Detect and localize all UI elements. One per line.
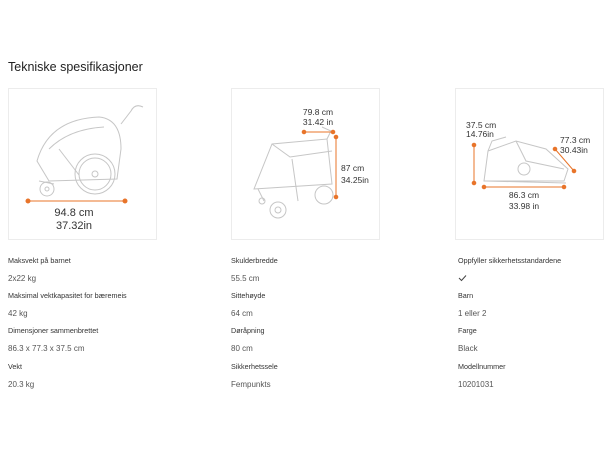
dim-folded-height-in: 14.76in bbox=[466, 129, 494, 139]
stroller-side-drawing bbox=[9, 89, 156, 239]
dim-folded-height-cm: 37.5 cm bbox=[466, 120, 497, 130]
dim-folded-width-in: 30.43in bbox=[560, 145, 588, 155]
dim-length-in: 37.32in bbox=[55, 220, 93, 232]
spec-value bbox=[458, 274, 610, 285]
spec-item bbox=[458, 362, 610, 390]
spec-value: 2x22 kg bbox=[8, 274, 37, 283]
spec-label: Vekt bbox=[8, 362, 22, 371]
spec-label: Oppfyller sikkerhetsstandardene bbox=[458, 256, 562, 265]
spec-value: 86.3 x 77.3 x 37.5 cm bbox=[8, 344, 85, 353]
spec-label: Maksimal vektkapasitet for bæremeis bbox=[8, 291, 127, 300]
spec-item bbox=[458, 326, 610, 354]
dim-height-cm: 87 cm bbox=[341, 163, 365, 173]
spec-item bbox=[8, 326, 188, 354]
spec-label: Døråpning bbox=[231, 326, 265, 335]
dim-length-cm: 94.8 cm bbox=[54, 207, 94, 219]
spec-value: 55.5 cm bbox=[231, 274, 260, 283]
spec-value: Fempunkts bbox=[231, 380, 271, 389]
spec-item bbox=[8, 256, 188, 284]
spec-item bbox=[231, 326, 411, 354]
spec-item bbox=[231, 256, 411, 284]
dim-width-cm: 79.8 cm bbox=[302, 107, 334, 117]
dim-folded-width-cm: 77.3 cm bbox=[560, 135, 591, 145]
section-title: Tekniske spesifikasjoner bbox=[8, 60, 143, 74]
spec-item bbox=[231, 291, 411, 319]
spec-label: Barn bbox=[458, 291, 474, 300]
spec-label: Farge bbox=[458, 326, 477, 335]
dim-height-in: 34.25in bbox=[341, 175, 369, 185]
spec-label: Sittehøyde bbox=[231, 291, 266, 300]
checkmark-icon bbox=[458, 274, 467, 282]
spec-item bbox=[458, 256, 610, 285]
spec-value: 1 eller 2 bbox=[458, 309, 487, 318]
spec-item bbox=[8, 291, 188, 319]
spec-item bbox=[231, 362, 411, 390]
dim-folded-length-in: 33.98 in bbox=[508, 201, 540, 211]
dim-folded-length-cm: 86.3 cm bbox=[508, 190, 540, 200]
spec-value: 42 kg bbox=[8, 309, 28, 318]
spec-label: Maksvekt på barnet bbox=[8, 256, 71, 265]
spec-value: 80 cm bbox=[231, 344, 253, 353]
product-image-front[interactable] bbox=[231, 88, 380, 240]
spec-label: Skulderbredde bbox=[231, 256, 278, 265]
product-image-side[interactable] bbox=[8, 88, 157, 240]
spec-item bbox=[458, 291, 610, 319]
spec-item bbox=[8, 362, 188, 390]
spec-value: 10201031 bbox=[458, 380, 494, 389]
spec-label: Modellnummer bbox=[458, 362, 506, 371]
spec-label: Sikkerhetssele bbox=[231, 362, 278, 371]
spec-value: Black bbox=[458, 344, 478, 353]
spec-value: 64 cm bbox=[231, 309, 253, 318]
spec-label: Dimensjoner sammenbrettet bbox=[8, 326, 99, 335]
stroller-folded-drawing bbox=[456, 89, 603, 239]
dim-width-in: 31.42 in bbox=[302, 117, 334, 127]
stroller-front-drawing bbox=[232, 89, 379, 239]
product-image-folded[interactable] bbox=[455, 88, 604, 240]
spec-value: 20.3 kg bbox=[8, 380, 35, 389]
